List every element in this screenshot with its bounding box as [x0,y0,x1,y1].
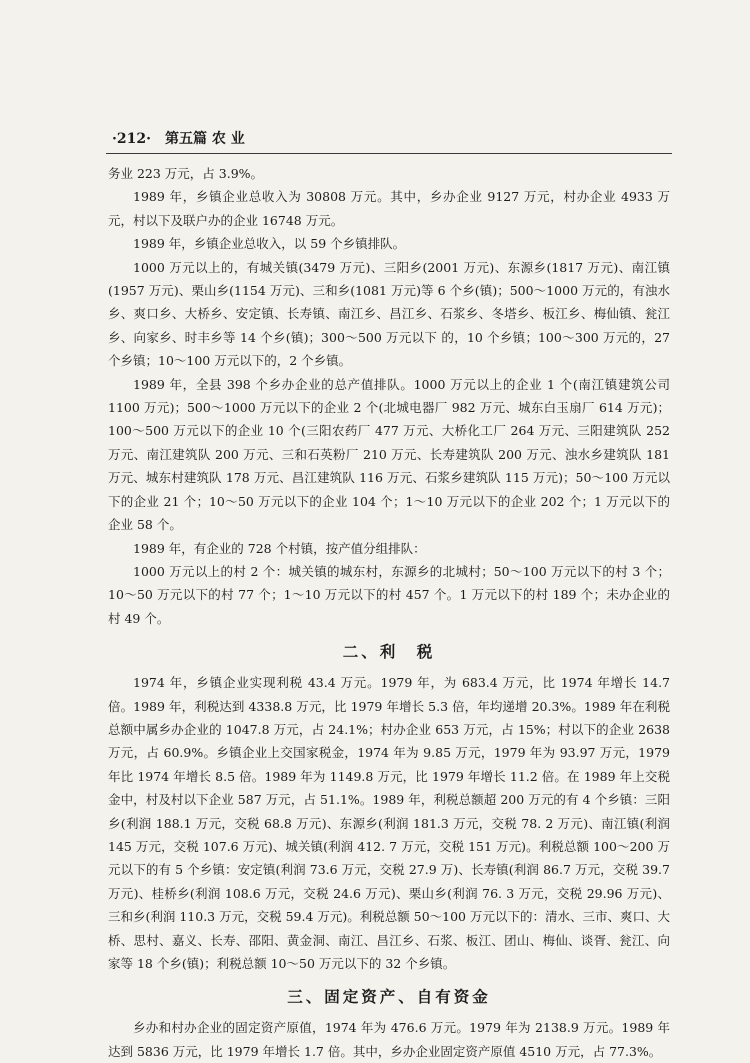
section-title-fixed-assets: 三、固定资产、自有资金 [287,987,491,1007]
header-rule [106,153,672,154]
paragraph: 1000 万元以上的村 2 个：城关镇的城东村，东源乡的北城村；50～100 万元以下的村 3 个；10～50 万元以下的村 77 个；1～10 万元以下的村 457 个。1 万元以下的村 189 个；未办企业的村 49 个。 [108,563,670,626]
paragraph: 务业 223 万元，占 3.9%。 [108,166,264,181]
paragraph: 1000 万元以上的，有城关镇(3479 万元)、三阳乡(2001 万元)、东源乡(1817 万元)、南江镇(1957 万元)、栗山乡(1154 万元)、三和乡(1081 万元)等 6 个乡(镇)；500～1000 万元的，有浊水乡、爽口乡、大桥乡、安定镇、长寿镇、南江乡、昌江乡、石浆乡、冬塔乡、板江乡、梅仙镇、瓮江乡、向家乡、时丰乡等 14 个乡(镇)；300～500 万元以下 的，10 个乡镇；100～300 万元的，27 个乡镇；10～100 万元以下的，2 个乡镇。 [108,259,670,369]
page-header [112,128,245,148]
paragraph: 1989 年，全县 398 个乡办企业的总产值排队。1000 万元以上的企业 1 个(南江镇建筑公司 1100 万元)；500～1000 万元以下的企业 2 个(北城电器厂 982 万元、城东白玉扇厂 614 万元)；100～500 万元以下的企业 10 个(三阳农药厂 477 万元、大桥化工厂 264 万元、三阳建筑队 252 万元、南江建筑队 200 万元、三和石英粉厂 210 万元、长寿建筑队 200 万元、浊水乡建筑队 181 万元、城东村建筑队 178 万元、昌江建筑队 116 万元、石浆乡建筑队 115 万元)；50～100 万元以下的企业 21 个；10～50 万元以下的企业 104 个；1～10 万元以下的企业 202 个；1 万元以下的企业 58 个。 [108,376,670,533]
paragraph: 1974 年，乡镇企业实现利税 43.4 万元。1979 年，为 683.4 万元，比 1974 年增长 14.7 倍。1989 年，利税达到 4338.8 万元，比 1979 年增长 5.3 倍，年均递增 20.3%。1989 年在利税总额中属乡办企业的 1047.8 万元，占 24.1%；村办企业 653 万元，占 15%；村以下的企业 2638 万元，占 60.9%。乡镇企业上交国家税金，1974 年为 9.85 万元，1979 年为 93.97 万元，1979 年比 1974 年增长 8.5 倍。1989 年为 1149.8 万元，比 1979 年增长 11.2 倍。在 1989 年上交税金中，村及村以下企业 587 万元，占 51.1%。1989 年，利税总额超 200 万元的有 4 个乡镇：三阳乡(利润 188.1 万元，交税 68.8 万元)、东源乡(利润 181.3 万元，交税 78. 2 万元)、南江镇(利润 145 万元，交税 107.6 万元)、城关镇(利润 412. 7 万元，交税 151 万元)。利税总额 100～200 万元以下的有 5 个乡镇：安定镇(利润 73.6 万元，交税 27.9 万)、长寿镇(利润 86.7 万元，交税 39.7 万元)、桂桥乡(利润 108.6 万元，交税 24.6 万元)、栗山乡(利润 76. 3 万元，交税 29.96 万元)、三和乡(利润 110.3 万元，交税 59.4 万元)。利税总额 50～100 万元以下的：清水、三市、爽口、大桥、思村、嘉义、长寿、邵阳、黄金洞、南江、昌江乡、石浆、板江、团山、梅仙、谈胥、瓮江、向家等 18 个乡(镇)；利税总额 10～50 万元以下的 32 个乡镇。 [108,675,670,971]
section-title-profit-tax: 二、利 税 [342,642,436,662]
paragraph: 1989 年，有企业的 728 个村镇，按产值分组排队： [133,540,426,556]
part-title: 第五篇 农 业 [164,131,245,147]
paragraph: 乡办和村办企业的固定资产原值，1974 年为 476.6 万元。1979 年为 2138.9 万元。1989 年达到 5836 万元，比 1979 年增长 1.7 倍。其中，乡办企业固定资产原值 4510 万元，占 77.3%。 [108,1020,670,1059]
page-body [108,162,670,1063]
paragraph: 1989 年，乡镇企业总收入，以 59 个乡镇排队。 [133,236,406,252]
paragraph: 1989 年，乡镇企业总收入为 30808 万元。其中，乡办企业 9127 万元，村办企业 4933 万元，村以下及联户办的企业 16748 万元。 [108,189,670,228]
page-number: ·212· [112,131,151,147]
